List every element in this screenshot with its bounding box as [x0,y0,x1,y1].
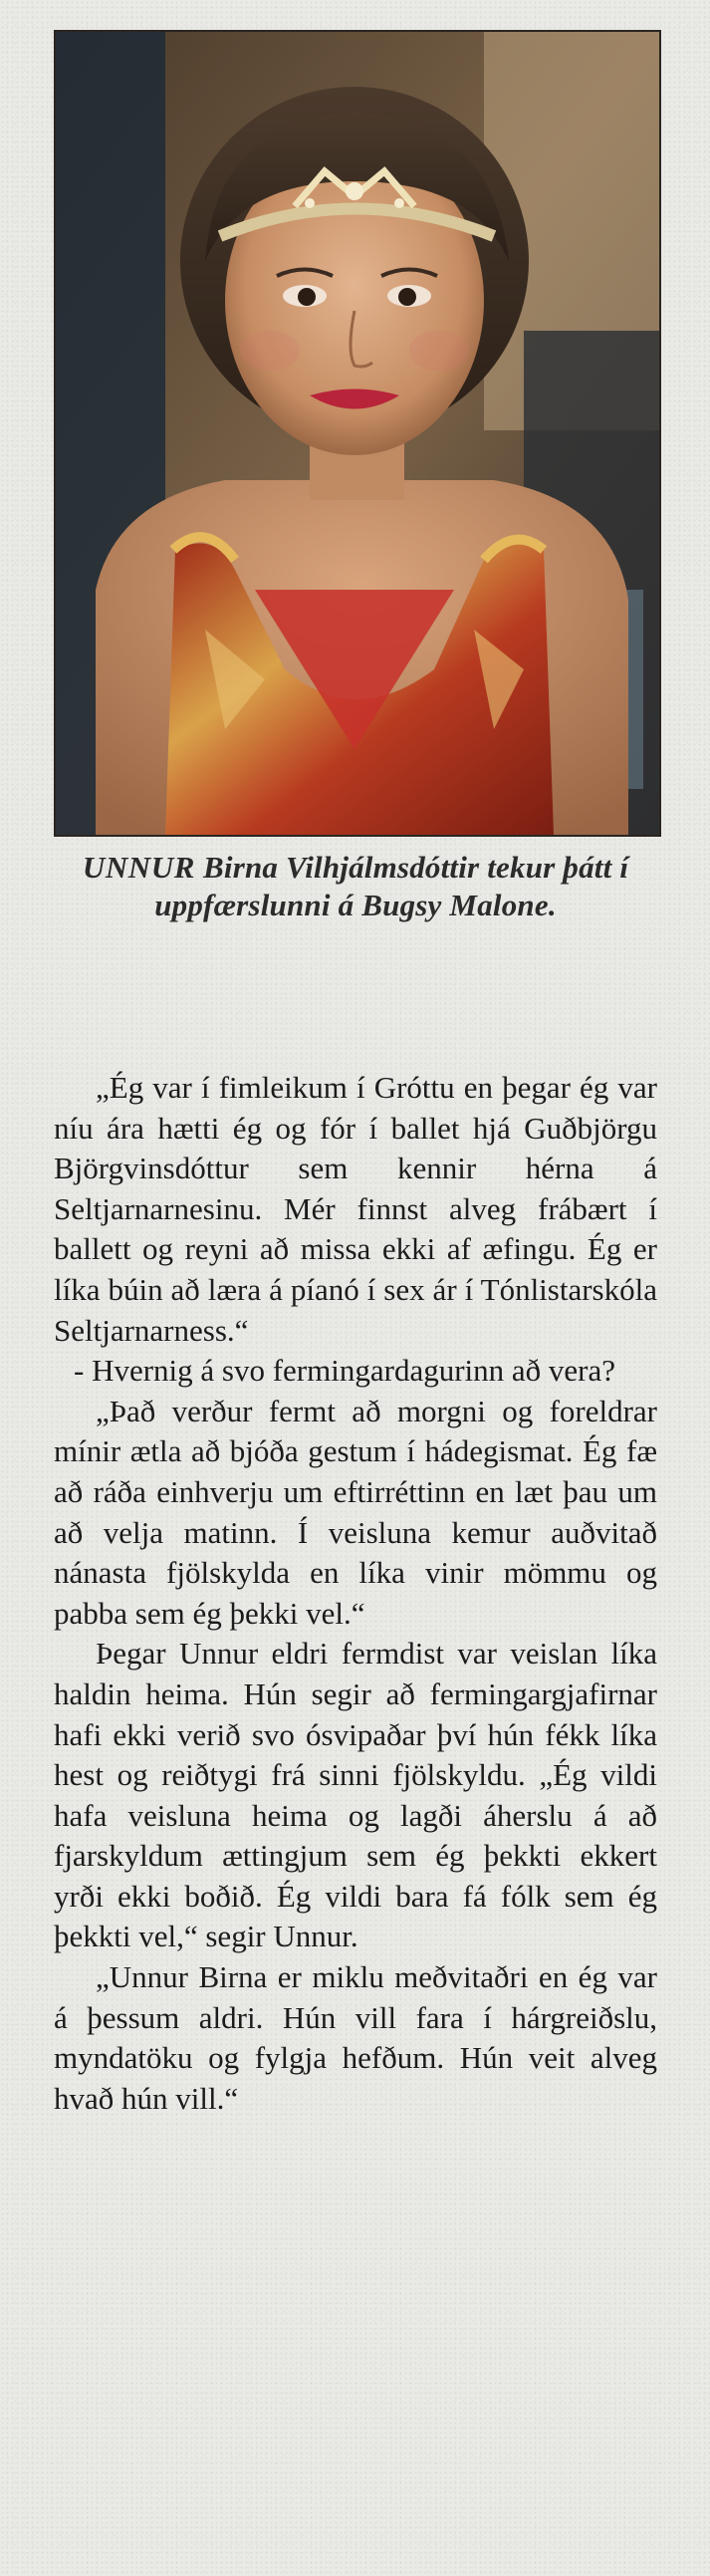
caption-text: Birna Vilhjálmsdóttir tekur þátt í uppfærslunni á Bugsy Malone. [154,850,629,922]
article-paragraph: „Ég var í fimleikum í Gróttu en þegar ég var níu ára hætti ég og fór í ballet hjá Guðbjörgu Björgvinsdóttur sem kennir hérna á Seltjarnarnesinu. Mér finnst alveg frábært í ballett og reyni að missa ekki af æfingu. Ég er líka búin að læra á píanó í sex ár í Tónlistarskóla Seltjarnarness.“ [54,1070,657,1348]
caption-lead-name: UNNUR [82,850,196,885]
article-body [54,1068,657,2119]
photo-caption [60,849,651,924]
interview-question: - Hvernig á svo fermingardagurinn að vera? [74,1353,615,1389]
portrait-photo [54,30,661,837]
article-paragraph: Þegar Unnur eldri fermdist var veislan líka haldin heima. Hún segir að fermingargjafirnar hafi ekki verið svo ósvipaðar því hún fékk líka hest og reiðtygi frá sinni fjölskyldu. „Ég vildi hafa veisluna heima og lagði áherslu á að fjarskyldum ættingjum sem ég þekkti ekkert yrði ekki boðið. Ég vildi bara fá fólk sem ég þekkti vel,“ segir Unnur. [54,1636,657,1954]
portrait-illustration [56,32,659,835]
article-paragraph: „Unnur Birna er miklu meðvitaðri en ég var á þessum aldri. Hún vill fara í hárgreiðslu, myndatöku og fylgja hefðum. Hún veit alveg hvað hún vill.“ [54,1959,657,2116]
article-paragraph: „Það verður fermt að morgni og foreldrar mínir ætla að bjóða gestum í hádegismat. Ég fæ að ráða einhverju um eftirréttinn en læt þau um að velja matinn. Í veisluna kemur auðvitað nánasta fjölskylda en líka vinir mömmu og pabba sem ég þekki vel.“ [54,1393,657,1631]
